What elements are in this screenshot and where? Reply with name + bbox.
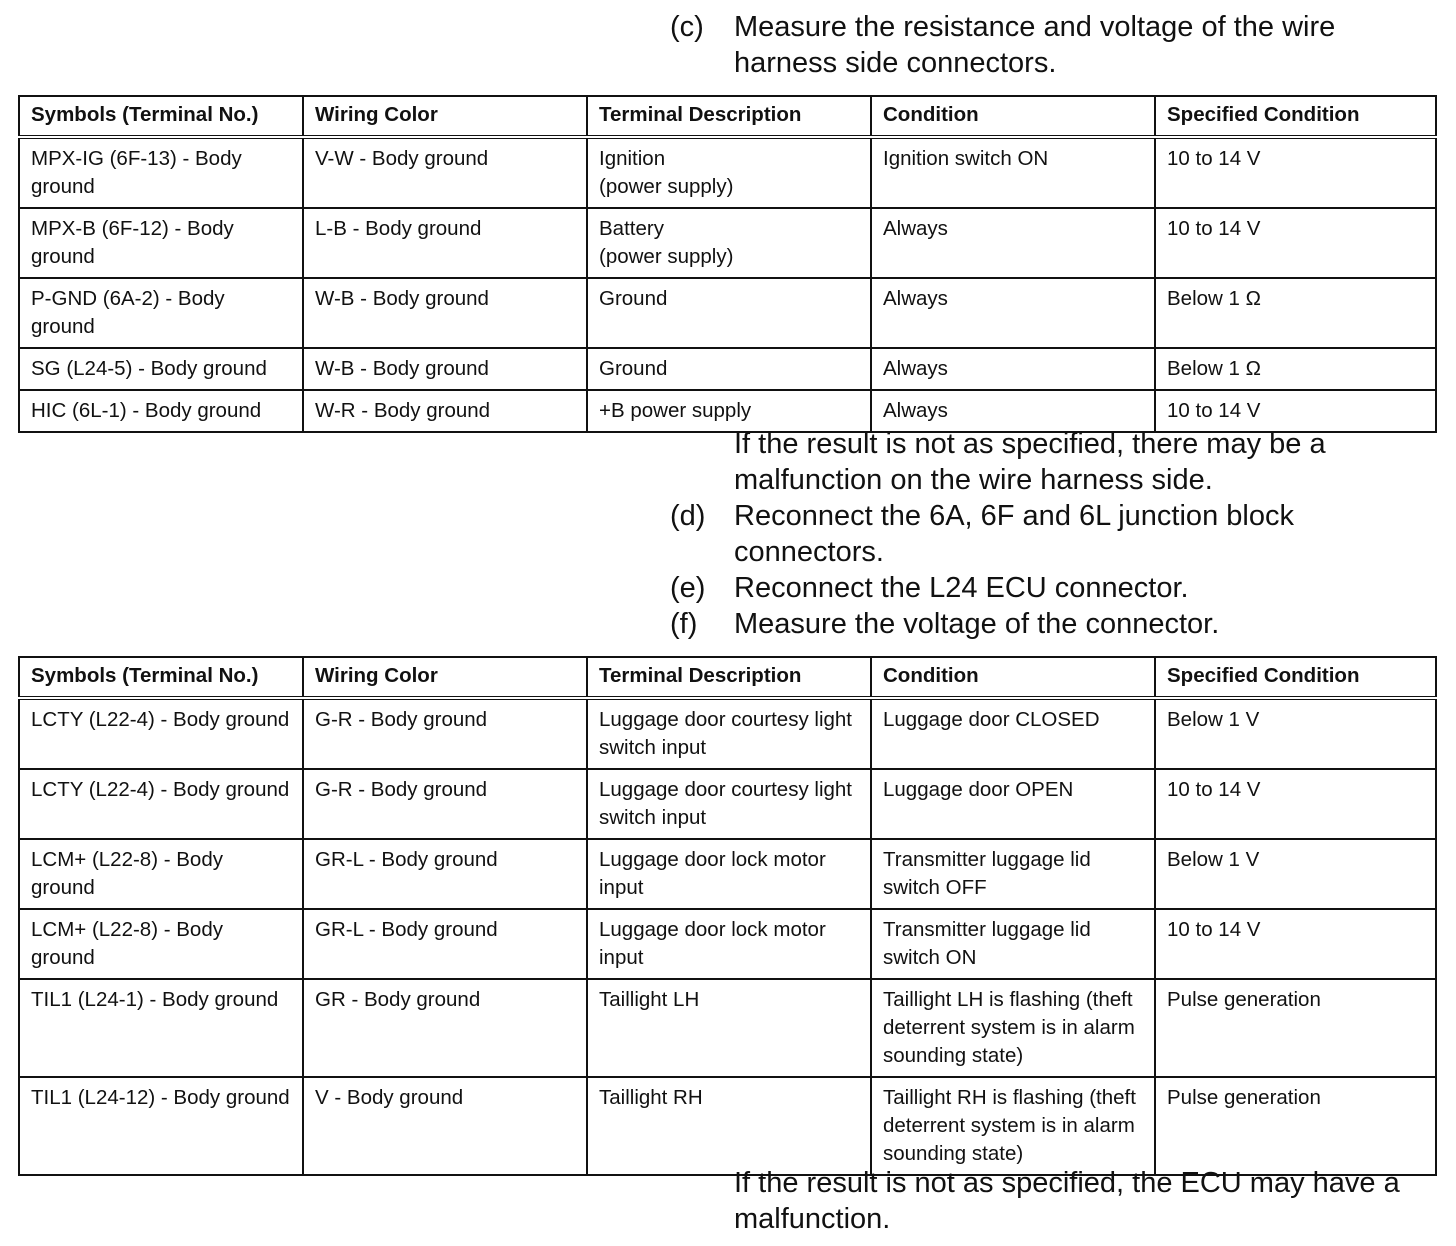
cell-terminal-description: Luggage door lock motor input [587, 909, 871, 979]
cell-symbols: MPX-IG (6F-13) - Body ground [19, 137, 303, 208]
cell-symbols: P-GND (6A-2) - Body ground [19, 278, 303, 348]
cell-wiring-color: V-W - Body ground [303, 137, 587, 208]
step-f-label: (f) [670, 608, 698, 640]
cell-symbols: HIC (6L-1) - Body ground [19, 390, 303, 432]
cell-terminal-description: Ground [587, 348, 871, 390]
cell-wiring-color: W-B - Body ground [303, 348, 587, 390]
cell-specified-condition: 10 to 14 V [1155, 909, 1436, 979]
cell-condition: Ignition switch ON [871, 137, 1155, 208]
cell-condition: Luggage door CLOSED [871, 698, 1155, 769]
table-row [19, 769, 1436, 839]
cell-symbols: LCTY (L22-4) - Body ground [19, 769, 303, 839]
cell-symbols: TIL1 (L24-12) - Body ground [19, 1077, 303, 1175]
cell-symbols: LCM+ (L22-8) - Body ground [19, 839, 303, 909]
cell-symbols: MPX-B (6F-12) - Body ground [19, 208, 303, 278]
table-row [19, 839, 1436, 909]
table-row [19, 1077, 1436, 1175]
cell-specified-condition: 10 to 14 V [1155, 208, 1436, 278]
cell-symbols: SG (L24-5) - Body ground [19, 348, 303, 390]
cell-specified-condition: Below 1 Ω [1155, 348, 1436, 390]
header-terminal-description: Terminal Description [587, 657, 871, 698]
cell-symbols: TIL1 (L24-1) - Body ground [19, 979, 303, 1077]
step-c-label: (c) [670, 11, 704, 43]
step-e [670, 570, 1440, 606]
cell-condition: Transmitter luggage lid switch OFF [871, 839, 1155, 909]
cell-terminal-description: Luggage door courtesy light switch input [587, 698, 871, 769]
step-e-text: Reconnect the L24 ECU connector. [734, 572, 1189, 604]
header-specified-condition: Specified Condition [1155, 96, 1436, 137]
cell-condition: Luggage door OPEN [871, 769, 1155, 839]
cell-condition: Taillight RH is flashing (theft deterrent system is in alarm sounding state) [871, 1077, 1155, 1175]
table-header-row [19, 96, 1436, 137]
cell-symbols: LCM+ (L22-8) - Body ground [19, 909, 303, 979]
header-specified-condition: Specified Condition [1155, 657, 1436, 698]
cell-terminal-description: Taillight RH [587, 1077, 871, 1175]
cell-condition: Taillight LH is flashing (theft deterrent system is in alarm sounding state) [871, 979, 1155, 1077]
cell-condition: Always [871, 208, 1155, 278]
header-wiring-color: Wiring Color [303, 96, 587, 137]
cell-specified-condition: Pulse generation [1155, 1077, 1436, 1175]
step-d-label: (d) [670, 500, 706, 532]
cell-wiring-color: W-R - Body ground [303, 390, 587, 432]
cell-terminal-description: Luggage door lock motor input [587, 839, 871, 909]
cell-specified-condition: Below 1 V [1155, 839, 1436, 909]
cell-wiring-color: W-B - Body ground [303, 278, 587, 348]
header-condition: Condition [871, 96, 1155, 137]
cell-specified-condition: 10 to 14 V [1155, 390, 1436, 432]
cell-condition: Transmitter luggage lid switch ON [871, 909, 1155, 979]
cell-wiring-color: G-R - Body ground [303, 698, 587, 769]
header-symbols: Symbols (Terminal No.) [19, 96, 303, 137]
cell-condition: Always [871, 390, 1155, 432]
cell-condition: Always [871, 278, 1155, 348]
cell-wiring-color: V - Body ground [303, 1077, 587, 1175]
step-f [670, 606, 1440, 642]
step-e-label: (e) [670, 572, 706, 604]
table-row [19, 278, 1436, 348]
header-wiring-color: Wiring Color [303, 657, 587, 698]
step-d-text: Reconnect the 6A, 6F and 6L junction block connectors. [734, 500, 1294, 568]
header-terminal-description: Terminal Description [587, 96, 871, 137]
cell-symbols: LCTY (L22-4) - Body ground [19, 698, 303, 769]
header-condition: Condition [871, 657, 1155, 698]
cell-specified-condition: Pulse generation [1155, 979, 1436, 1077]
cell-terminal-description: Battery (power supply) [587, 208, 871, 278]
cell-specified-condition: 10 to 14 V [1155, 137, 1436, 208]
cell-wiring-color: L-B - Body ground [303, 208, 587, 278]
step-f-text: Measure the voltage of the connector. [734, 608, 1220, 640]
table-row [19, 698, 1436, 769]
table-wire-harness-side [18, 95, 1437, 433]
table-row [19, 208, 1436, 278]
note-ecu-malfunction: If the result is not as specified, the ECU may have a malfunction. [734, 1167, 1400, 1235]
note-wire-harness-malfunction: If the result is not as specified, there may be a malfunction on the wire harness side. [734, 428, 1326, 496]
step-c [670, 9, 1440, 81]
table-connector-voltage [18, 656, 1437, 1176]
step-d [670, 498, 1440, 570]
table-row [19, 348, 1436, 390]
table-row [19, 979, 1436, 1077]
table-row [19, 137, 1436, 208]
table-row [19, 909, 1436, 979]
cell-specified-condition: Below 1 V [1155, 698, 1436, 769]
cell-terminal-description: Ground [587, 278, 871, 348]
cell-specified-condition: Below 1 Ω [1155, 278, 1436, 348]
cell-terminal-description: Taillight LH [587, 979, 871, 1077]
cell-terminal-description: Luggage door courtesy light switch input [587, 769, 871, 839]
cell-wiring-color: G-R - Body ground [303, 769, 587, 839]
step-c-text: Measure the resistance and voltage of the wire harness side connectors. [734, 11, 1336, 79]
cell-wiring-color: GR - Body ground [303, 979, 587, 1077]
table-header-row [19, 657, 1436, 698]
cell-wiring-color: GR-L - Body ground [303, 839, 587, 909]
cell-terminal-description: Ignition (power supply) [587, 137, 871, 208]
cell-wiring-color: GR-L - Body ground [303, 909, 587, 979]
cell-condition: Always [871, 348, 1155, 390]
cell-terminal-description: +B power supply [587, 390, 871, 432]
cell-specified-condition: 10 to 14 V [1155, 769, 1436, 839]
header-symbols: Symbols (Terminal No.) [19, 657, 303, 698]
